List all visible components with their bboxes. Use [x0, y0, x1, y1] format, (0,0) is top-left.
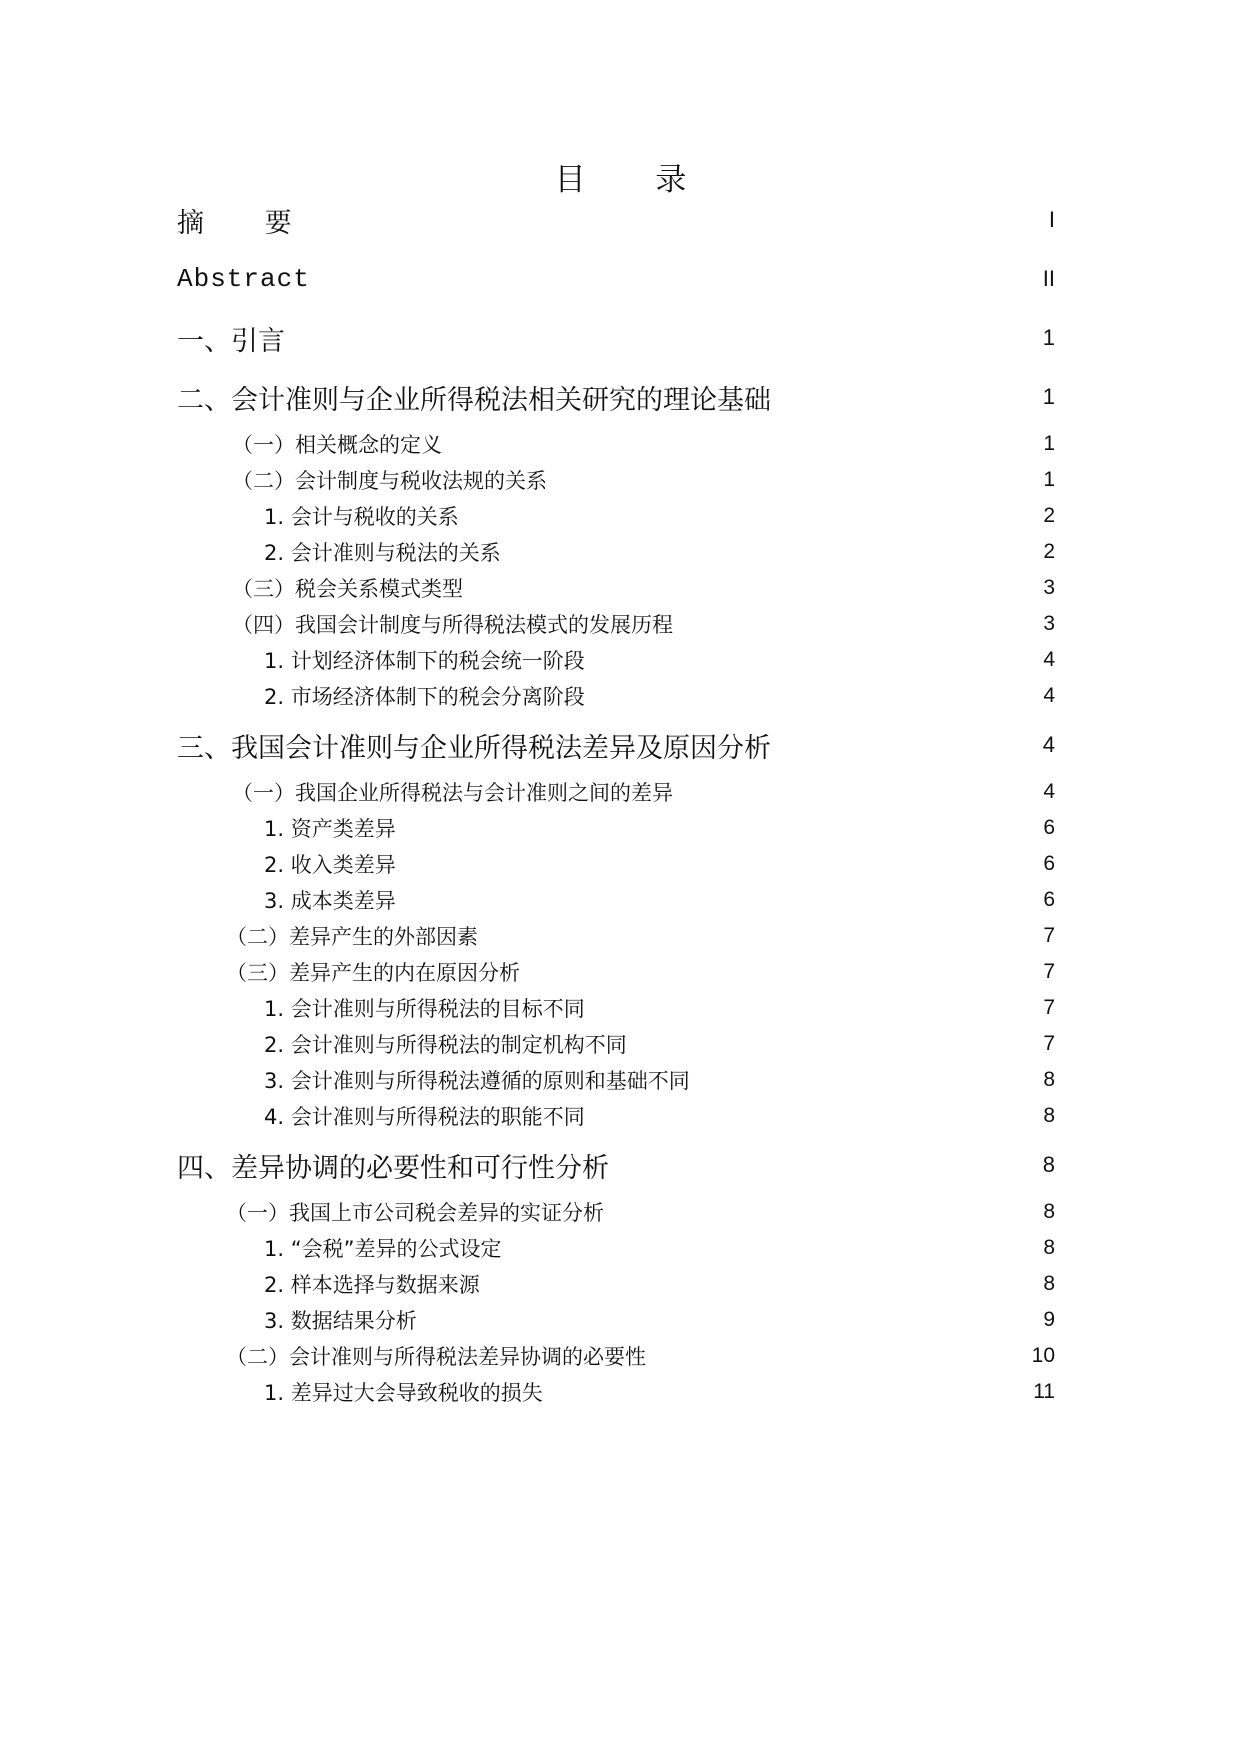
toc-entry-label: 2. 市场经济体制下的税会分离阶段: [264, 685, 585, 709]
toc-entry[interactable]: [0, 679, 1241, 713]
toc-page-number: II: [1042, 266, 1055, 291]
toc-entry[interactable]: [0, 643, 1241, 677]
toc-entry-label: 三、我国会计准则与企业所得税法差异及原因分析: [177, 732, 771, 764]
toc-page-number: 8: [1043, 1236, 1055, 1259]
toc-page-number: 1: [1043, 432, 1055, 455]
dot-leader: [698, 1069, 1038, 1091]
toc-entry[interactable]: [0, 1063, 1241, 1097]
toc-entry-label: 1. “会税”差异的公式设定: [264, 1237, 502, 1261]
toc-entry[interactable]: [0, 380, 1241, 414]
dot-leader: [528, 961, 1037, 983]
toc-page-number: 4: [1042, 732, 1055, 757]
toc-entry-label: 一、引言: [177, 325, 285, 357]
toc-entry[interactable]: [0, 1027, 1241, 1061]
toc-entry[interactable]: [0, 919, 1241, 953]
toc-entry[interactable]: [0, 955, 1241, 989]
toc-page-number: 8: [1042, 1152, 1055, 1177]
toc-page-number: 11: [1033, 1380, 1055, 1403]
dot-leader: [681, 781, 1037, 803]
dot-leader: [555, 469, 1037, 491]
toc-entry[interactable]: [0, 535, 1241, 569]
dot-leader: [488, 1273, 1038, 1295]
dot-leader: [593, 685, 1038, 707]
toc-entry[interactable]: [0, 1195, 1241, 1229]
toc-entry-label: 四、差异协调的必要性和可行性分析: [177, 1152, 609, 1184]
dot-leader: [486, 925, 1037, 947]
toc-page-number: 8: [1043, 1200, 1055, 1223]
dot-leader: [404, 817, 1038, 839]
toc-entry[interactable]: [0, 1099, 1241, 1133]
toc-entry-label: （一）我国企业所得税法与会计准则之间的差异: [232, 781, 673, 805]
dot-leader: [681, 613, 1037, 635]
dot-leader: [593, 649, 1038, 671]
page-title: 目 录: [554, 162, 717, 198]
toc-entry-label: 2. 样本选择与数据来源: [264, 1273, 480, 1297]
dot-leader: [654, 1345, 1026, 1367]
toc-entry[interactable]: [0, 262, 1241, 296]
toc-page-number: I: [1048, 207, 1055, 232]
dot-leader: [404, 853, 1038, 875]
toc-entry-label: 1. 会计与税收的关系: [264, 505, 459, 529]
toc-page-number: 6: [1043, 816, 1055, 839]
toc-entry-label: （二）差异产生的外部因素: [226, 925, 478, 949]
toc-entry-label: （三）差异产生的内在原因分析: [226, 961, 520, 985]
toc-entry-label: 2. 会计准则与所得税法的制定机构不同: [264, 1033, 627, 1057]
toc-entry[interactable]: [0, 811, 1241, 845]
toc-entry[interactable]: [0, 991, 1241, 1025]
toc-entry[interactable]: [0, 321, 1241, 355]
dot-leader: [779, 386, 1037, 408]
toc-page-number: 7: [1043, 1032, 1055, 1055]
toc-entry[interactable]: [0, 1267, 1241, 1301]
toc-entry-label: （四）我国会计制度与所得税法模式的发展历程: [232, 613, 673, 637]
dot-leader: [318, 268, 1037, 290]
toc-entry-label: （二）会计制度与税收法规的关系: [232, 469, 547, 493]
toc-entry[interactable]: [0, 571, 1241, 605]
toc-entry-label: 3. 成本类差异: [264, 889, 396, 913]
toc-entry-label: 二、会计准则与企业所得税法相关研究的理论基础: [177, 384, 771, 416]
dot-leader: [593, 1105, 1038, 1127]
toc-page-number: 8: [1043, 1272, 1055, 1295]
toc-page-number: 2: [1043, 504, 1055, 527]
toc-page-number: 7: [1043, 996, 1055, 1019]
toc-entry[interactable]: [0, 463, 1241, 497]
toc-page-number: 7: [1043, 924, 1055, 947]
dot-leader: [425, 1309, 1038, 1331]
toc-entry-label: 摘 要: [177, 207, 318, 239]
toc-entry-label: 3. 会计准则与所得税法遵循的原则和基础不同: [264, 1069, 690, 1093]
toc-entry-label: 2. 收入类差异: [264, 853, 396, 877]
toc-entry-label: （二）会计准则与所得税法差异协调的必要性: [226, 1345, 646, 1369]
dot-leader: [326, 209, 1043, 231]
toc-page-number: 1: [1042, 384, 1055, 409]
toc-page-number: 6: [1043, 852, 1055, 875]
dot-leader: [471, 577, 1037, 599]
toc-page-number: 9: [1043, 1308, 1055, 1331]
toc-page-number: 10: [1031, 1344, 1055, 1367]
toc-entry[interactable]: [0, 1148, 1241, 1182]
dot-leader: [509, 1237, 1037, 1259]
toc-page-number: 1: [1042, 325, 1055, 350]
toc-page-number: 4: [1043, 780, 1055, 803]
toc-entry[interactable]: [0, 499, 1241, 533]
toc-page-number: 6: [1043, 888, 1055, 911]
toc-entry[interactable]: [0, 1303, 1241, 1337]
toc-page-number: 2: [1043, 540, 1055, 563]
toc-entry-label: Abstract: [177, 264, 310, 294]
toc-entry-label: 1. 计划经济体制下的税会统一阶段: [264, 649, 585, 673]
toc-entry[interactable]: [0, 607, 1241, 641]
dot-leader: [404, 889, 1038, 911]
toc-entry[interactable]: [0, 847, 1241, 881]
toc-entry[interactable]: [0, 203, 1241, 237]
toc-page-number: 3: [1043, 576, 1055, 599]
toc-entry-label: 3. 数据结果分析: [264, 1309, 417, 1333]
toc-entry-label: （一）我国上市公司税会差异的实证分析: [226, 1201, 604, 1225]
dot-leader: [612, 1201, 1037, 1223]
toc-entry[interactable]: [0, 1231, 1241, 1265]
dot-leader: [779, 734, 1037, 756]
toc-page-number: 8: [1043, 1068, 1055, 1091]
toc-page-number: 3: [1043, 612, 1055, 635]
toc-entry[interactable]: [0, 1339, 1241, 1373]
dot-leader: [551, 1381, 1027, 1403]
toc-page-number: 8: [1043, 1104, 1055, 1127]
toc-entry[interactable]: [0, 427, 1241, 461]
toc-entry-label: 1. 资产类差异: [264, 817, 396, 841]
toc-entry-label: 4. 会计准则与所得税法的职能不同: [264, 1105, 585, 1129]
dot-leader: [293, 327, 1037, 349]
dot-leader: [635, 1033, 1038, 1055]
toc-entry-label: （一）相关概念的定义: [232, 433, 442, 457]
dot-leader: [467, 505, 1038, 527]
toc-page-number: 1: [1043, 468, 1055, 491]
dot-leader: [617, 1154, 1037, 1176]
toc-entry-label: 2. 会计准则与税法的关系: [264, 541, 501, 565]
toc-entry[interactable]: [0, 775, 1241, 809]
toc-page-number: 4: [1043, 648, 1055, 671]
toc-entry-label: （三）税会关系模式类型: [232, 577, 463, 601]
dot-leader: [509, 541, 1038, 563]
dot-leader: [450, 433, 1037, 455]
toc-page-number: 7: [1043, 960, 1055, 983]
toc-entry[interactable]: [0, 883, 1241, 917]
toc-entry-label: 1. 差异过大会导致税收的损失: [264, 1381, 543, 1405]
toc-entry[interactable]: [0, 1375, 1241, 1409]
toc-entry[interactable]: [0, 728, 1241, 762]
toc-page-number: 4: [1043, 684, 1055, 707]
toc-entry-label: 1. 会计准则与所得税法的目标不同: [264, 997, 585, 1021]
dot-leader: [593, 997, 1038, 1019]
